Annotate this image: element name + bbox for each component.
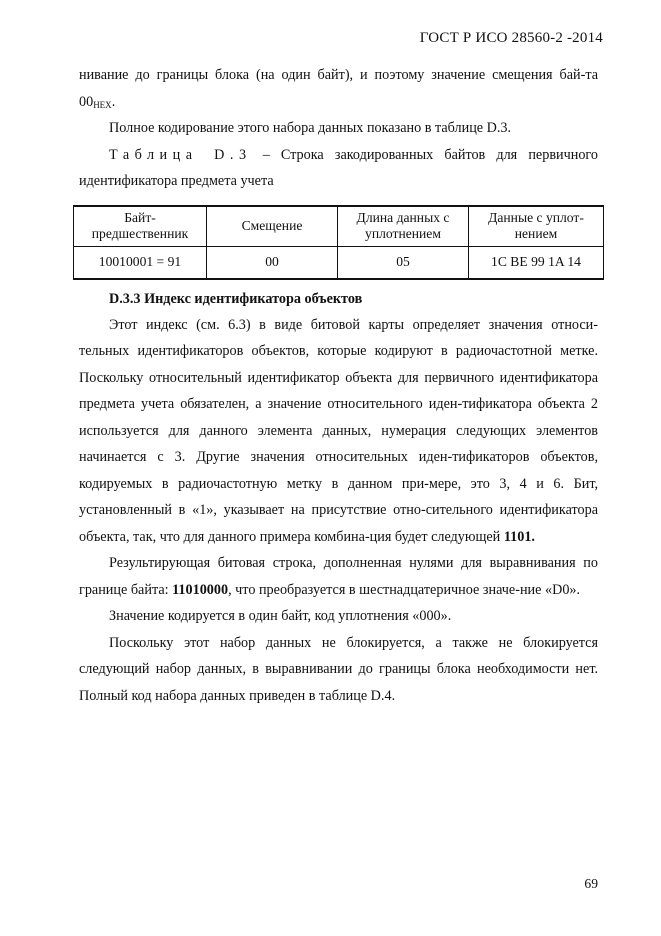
cell-compacted-length: 05 bbox=[338, 246, 469, 279]
document-header: ГОСТ Р ИСО 28560-2 -2014 bbox=[419, 30, 603, 46]
paragraph-bit-string: Результирующая битовая строка, дополненная нулями для выравнивания по границе байта: 11010000, что преобразуется в шестнадцатеричное значе-ние «D0». bbox=[79, 555, 598, 598]
paragraph-continued: нивание до границы блока (на один байт), и поэтому значение смещения бай-та $00_{HEX}$. bbox=[79, 67, 598, 110]
table-caption bbox=[79, 142, 598, 169]
document-body bbox=[79, 62, 598, 709]
paragraph-conclusion: Поскольку этот набор данных не блокируется, а также не блокируется следующий набор данных, в выравнивании до границы блока необходимости нет. Полный код набора данных приведен в таблице D.4. bbox=[79, 634, 598, 704]
paragraph-table-reference: Полное кодирование этого набора данных показано в таблице D.3. bbox=[109, 120, 512, 136]
bit-string-value: 11010000 bbox=[172, 581, 229, 598]
page-number: 69 bbox=[584, 876, 598, 891]
table-row bbox=[74, 246, 604, 279]
paragraph-index-description: Этот индекс (см. 6.3) в виде битовой карты определяет значения относи-тельных идентификаторов объектов, которые кодируют в радиочастотной метке. Поскольку относительный идентификатор объекта для первичного идентификатора предмета учета обязателен, а значение относительного иден-тификатора объекта 2 используется для данного элемента данных, нумерация следующих элементов начинается с 3. Другие значения относительных иден-тификаторов объектов, кодируемых в радиочастотную метку в данном при-мере, это 3, 4 и 6. Бит, установленный в «1», указывает на присутствие отно-сительного идентификатора объекта, так, что для данного примера комбина-ция будет следующей 1101. bbox=[79, 316, 598, 545]
section-heading: D.3.3 Индекс идентификатора объектов bbox=[109, 290, 363, 307]
table-caption-label: Таблица D.3 bbox=[109, 146, 252, 163]
header-cell-compacted-length: Длина данных с уплотнением bbox=[338, 206, 469, 247]
table-caption-continued: идентификатора предмета учета bbox=[79, 173, 274, 189]
table-caption-text: – Строка закодированных байтов для первичного bbox=[251, 146, 598, 163]
header-cell-predecessor: Байт-предшественник bbox=[74, 206, 207, 247]
cell-offset: 00 bbox=[207, 246, 338, 279]
cell-compacted-data: 1C BE 99 1A 14 bbox=[469, 246, 604, 279]
paragraph-encoding: Значение кодируется в один байт, код уплотнения «000». bbox=[109, 608, 452, 624]
header-cell-compacted-data: Данные с уплот-нением bbox=[469, 206, 604, 247]
hex-subscript: HEX bbox=[93, 99, 112, 110]
cell-predecessor: 10010001 = 91 bbox=[74, 246, 207, 279]
header-cell-offset: Смещение bbox=[207, 206, 338, 247]
combination-value: 1101. bbox=[503, 528, 535, 545]
encoded-bytes-table bbox=[73, 205, 604, 280]
table-header-row bbox=[74, 206, 604, 247]
